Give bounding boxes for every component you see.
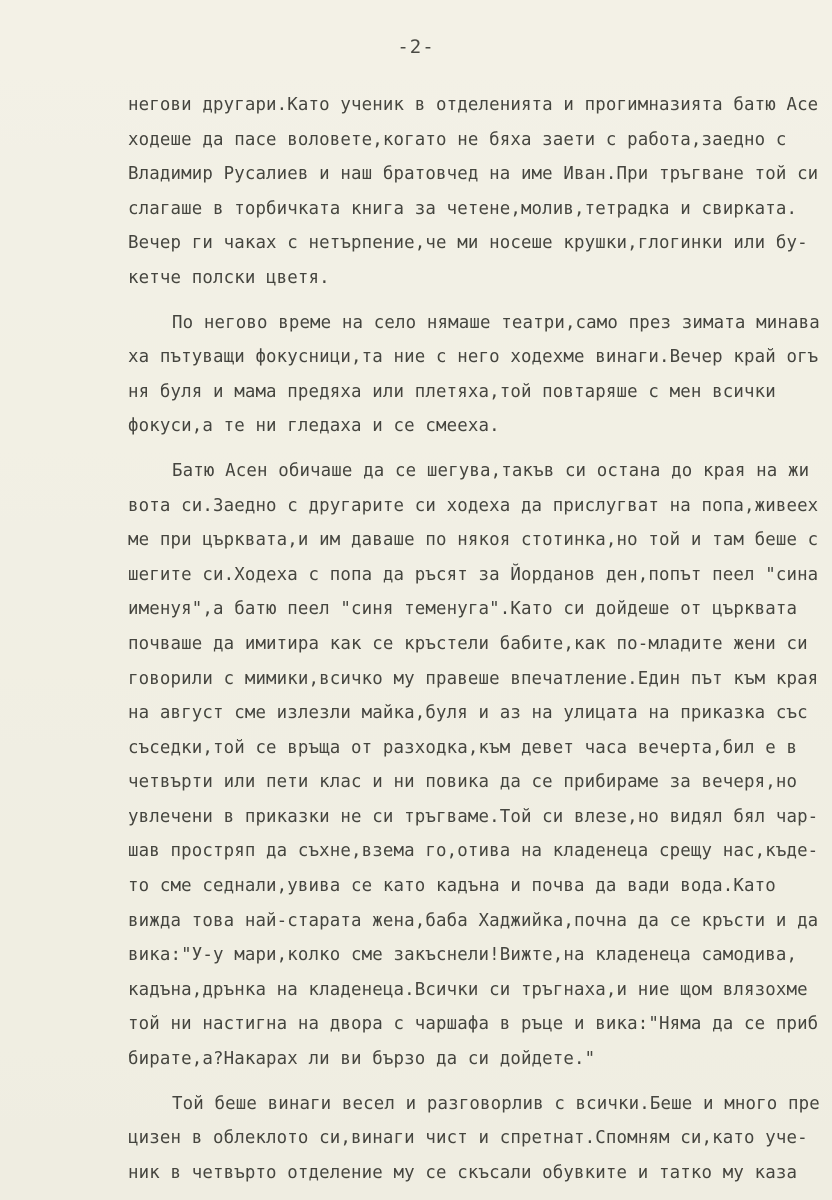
text-line: говорили с мимики,всичко му правеше впечатление.Един път към края [128, 668, 819, 689]
text-line: вота си.Заедно с другарите си ходеха да прислугват на попа,живеех [128, 495, 819, 516]
text-line: шегите си.Ходеха с попа да ръсят за Йорданов ден,попът пеел "сина [128, 564, 819, 585]
text-line: вижда това най-старата жена,баба Хаджийка,почна да се кръсти и да [128, 910, 819, 931]
text-line: По негово време на село нямаше театри,само през зимата минава [172, 312, 820, 333]
paragraph [0, 88, 832, 296]
text-line: той ни настигна на двора с чаршафа в ръце и вика:"Няма да се приб [128, 1014, 819, 1035]
paragraph [0, 1087, 832, 1191]
paragraph [0, 454, 832, 1077]
text-line: ходеше да пасе воловете,когато не бяха заети с работа,заедно с [128, 129, 787, 150]
text-line: ха пътуващи фокусници,та ние с него ходехме винаги.Вечер край огъ [128, 347, 819, 368]
text-line: четвърти или пети клас и ни повика да се прибираме за вечеря,но [128, 772, 798, 793]
text-line: кетче полски цветя. [128, 267, 330, 288]
body-text [0, 88, 832, 1190]
text-line: негови другари.Като ученик в отделенията и прогимназията батю Асе [128, 95, 819, 115]
text-line: Батю Асен обичаше да се шегува,такъв си остана до края на жи [172, 460, 810, 481]
text-line: Той беше винаги весел и разговорлив с всички.Беше и много пре [172, 1093, 820, 1114]
text-line: ня буля и мама предяха или плетяха,той повтаряше с мен всички [128, 381, 776, 402]
text-line: то сме седнали,увива се като кадъна и почва да вади вода.Като [128, 876, 776, 897]
text-line: увлечени в приказки не си тръгваме.Той си влезе,но видял бял чар- [128, 806, 819, 827]
text-line: бирате,а?Накарах ли ви бързо да си дойдете." [128, 1049, 596, 1070]
text-line: ме при църквата,и им даваше по някоя стотинка,но той и там беше с [128, 530, 819, 551]
text-line: фокуси,а те ни гледаха и се смееха. [128, 416, 500, 437]
paragraph [0, 306, 832, 444]
text-line: вика:"У-у мари,колко сме закъснели!Вижте,на кладенеца самодива, [128, 945, 798, 966]
text-line: на август сме излезли майка,буля и аз на улицата на приказка със [128, 703, 808, 724]
page-number: -2- [397, 36, 435, 58]
text-line: Вечер ги чаках с нетърпение,че ми носеше крушки,глогинки или бу- [128, 233, 808, 254]
text-line: именуя",а батю пеел "синя теменуга".Като си дойдеше от църквата [128, 599, 798, 620]
text-line: шав простряп да съхне,взема го,отива на кладенеца срещу нас,къде- [128, 841, 819, 862]
text-line: Владимир Русалиев и наш братовчед на име Иван.При тръгване той си [128, 164, 819, 185]
text-line: слагаше в торбичката книга за четене,молив,тетрадка и свирката. [128, 198, 798, 219]
text-line: ник в четвърто отделение му се скъсали обувките и татко му каза [128, 1162, 798, 1183]
text-line: съседки,той се връща от разходка,към девет часа вечерта,бил е в [128, 737, 798, 758]
text-line: цизен в облеклото си,винаги чист и спретнат.Спомням си,като уче- [128, 1128, 808, 1149]
text-line: кадъна,дрънка на кладенеца.Всички си тръгнаха,и ние щом влязохме [128, 979, 808, 1000]
text-line: почваше да имитира как се кръстели бабите,как по-младите жени си [128, 633, 808, 654]
